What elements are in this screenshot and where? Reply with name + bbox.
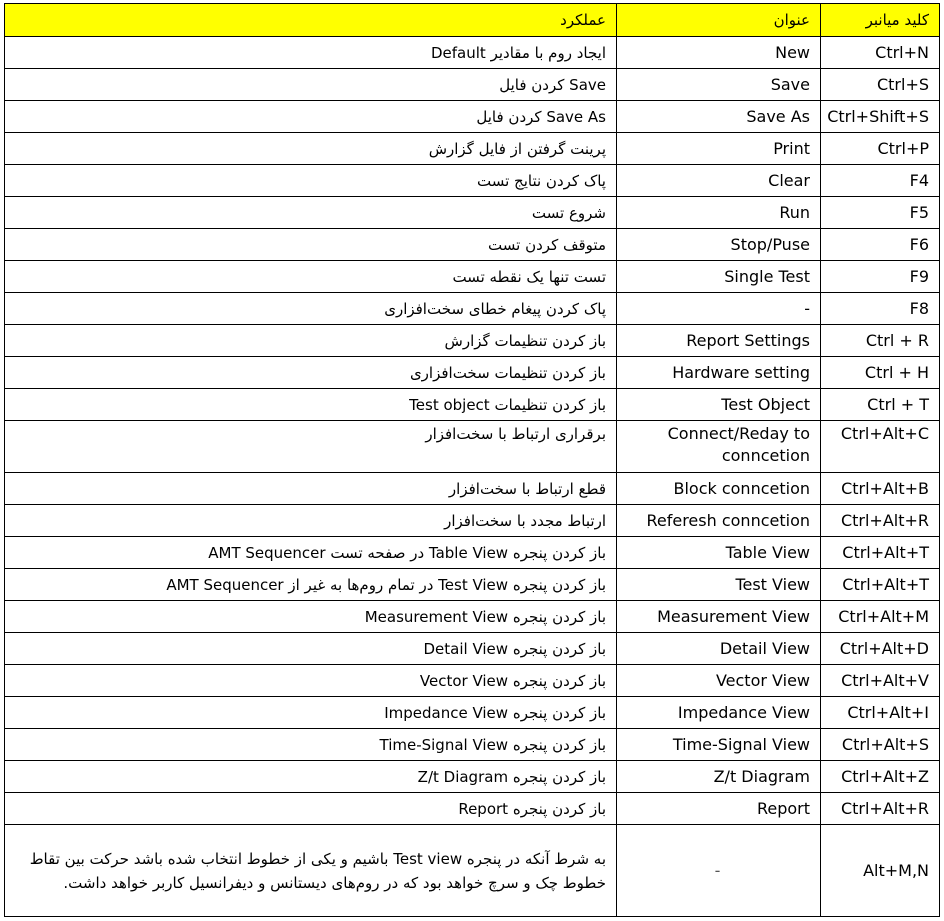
header-function: عملکرد [5, 4, 617, 37]
header-key: کلید میانبر [821, 4, 940, 37]
title-cell: New [617, 37, 821, 69]
shortcut-key-cell: Ctrl+Alt+R [821, 505, 940, 537]
table-row [5, 101, 940, 133]
shortcut-key-cell: F4 [821, 165, 940, 197]
shortcut-key-cell: Ctrl + H [821, 357, 940, 389]
function-cell: قطع ارتباط با سخت‌افزار [5, 473, 617, 505]
title-cell: Save [617, 69, 821, 101]
title-cell: Single Test [617, 261, 821, 293]
function-cell: به شرط آنکه در پنجره Test view باشیم و یکی از خطوط انتخاب شده باشد حرکت بین تقاط خطوط چک و سرچ خواهد بود که در روم‌های دیستانس و دیفرانسیل کاربر خواهد داشت. [5, 825, 617, 917]
function-cell: برقراری ارتباط با سخت‌افزار [5, 421, 617, 473]
table-row [5, 37, 940, 69]
table-row [5, 793, 940, 825]
function-cell: باز کردن پنجره Measurement View [5, 601, 617, 633]
function-cell: پاک کردن نتایج تست [5, 165, 617, 197]
shortcut-key-cell: Ctrl + T [821, 389, 940, 421]
title-cell: Referesh conncetion [617, 505, 821, 537]
title-cell: - [617, 293, 821, 325]
title-cell: Test View [617, 569, 821, 601]
title-cell: Clear [617, 165, 821, 197]
table-row [5, 197, 940, 229]
shortcut-key-cell: Ctrl+Alt+T [821, 537, 940, 569]
shortcut-key-cell: Ctrl+Alt+V [821, 665, 940, 697]
function-cell: ایجاد روم با مقادیر Default [5, 37, 617, 69]
shortcut-key-cell: Ctrl+Alt+R [821, 793, 940, 825]
title-cell: Z/t Diagram [617, 761, 821, 793]
table-row [5, 261, 940, 293]
table-row [5, 293, 940, 325]
function-cell: باز کردن پنجره Detail View [5, 633, 617, 665]
function-cell: Save As کردن فایل [5, 101, 617, 133]
title-cell: Report Settings [617, 325, 821, 357]
shortcut-key-cell: Ctrl+Alt+T [821, 569, 940, 601]
table-header-row [5, 4, 940, 37]
table-row [5, 665, 940, 697]
title-cell: Vector View [617, 665, 821, 697]
table-row [5, 505, 940, 537]
function-cell: باز کردن پنجره Test View در تمام روم‌ها به غیر از AMT Sequencer [5, 569, 617, 601]
header-title: عنوان [617, 4, 821, 37]
table-row [5, 69, 940, 101]
shortcut-key-cell: F8 [821, 293, 940, 325]
shortcut-key-cell: Ctrl+Alt+M [821, 601, 940, 633]
title-cell: Save As [617, 101, 821, 133]
shortcut-key-cell: Ctrl+Alt+C [821, 421, 940, 473]
function-cell: باز کردن پنجره Report [5, 793, 617, 825]
function-cell: باز کردن پنجره Z/t Diagram [5, 761, 617, 793]
title-cell: - [617, 825, 821, 917]
table-row [5, 165, 940, 197]
title-cell: Impedance View [617, 697, 821, 729]
title-cell: Measurement View [617, 601, 821, 633]
shortcut-key-cell: F5 [821, 197, 940, 229]
table-row [5, 601, 940, 633]
table-row [5, 389, 940, 421]
shortcut-key-cell: Ctrl+Alt+I [821, 697, 940, 729]
title-cell: Table View [617, 537, 821, 569]
shortcut-key-cell: Ctrl + R [821, 325, 940, 357]
function-cell: Save کردن فایل [5, 69, 617, 101]
function-cell: پاک کردن پیغام خطای سخت‌افزاری [5, 293, 617, 325]
table-row [5, 825, 940, 917]
shortcut-key-cell: Alt+M,N [821, 825, 940, 917]
shortcut-table [4, 3, 940, 917]
title-cell: Detail View [617, 633, 821, 665]
function-cell: تست تنها یک نقطه تست [5, 261, 617, 293]
function-cell: پرینت گرفتن از فایل گزارش [5, 133, 617, 165]
function-cell: ارتباط مجدد با سخت‌افزار [5, 505, 617, 537]
shortcut-key-cell: Ctrl+N [821, 37, 940, 69]
table-row [5, 729, 940, 761]
title-cell: Block conncetion [617, 473, 821, 505]
function-cell: باز کردن تنظیمات سخت‌افزاری [5, 357, 617, 389]
table-row [5, 421, 940, 473]
table-row [5, 633, 940, 665]
table-row [5, 761, 940, 793]
title-cell: Hardware setting [617, 357, 821, 389]
title-cell: Connect/Reday to conncetion [617, 421, 821, 473]
shortcut-key-cell: Ctrl+P [821, 133, 940, 165]
title-cell: Run [617, 197, 821, 229]
title-cell: Stop/Puse [617, 229, 821, 261]
shortcut-key-cell: Ctrl+Alt+Z [821, 761, 940, 793]
shortcut-key-cell: Ctrl+Alt+D [821, 633, 940, 665]
table-row [5, 229, 940, 261]
table-row [5, 569, 940, 601]
title-cell: Time-Signal View [617, 729, 821, 761]
table-row [5, 537, 940, 569]
title-cell: Test Object [617, 389, 821, 421]
function-cell: شروع تست [5, 197, 617, 229]
table-row [5, 473, 940, 505]
table-row [5, 357, 940, 389]
table-row [5, 325, 940, 357]
function-cell: باز کردن پنجره Vector View [5, 665, 617, 697]
function-cell: باز کردن پنجره Impedance View [5, 697, 617, 729]
title-cell: Report [617, 793, 821, 825]
shortcut-key-cell: F6 [821, 229, 940, 261]
function-cell: باز کردن پنجره Table View در صفحه تست AMT Sequencer [5, 537, 617, 569]
shortcut-key-cell: Ctrl+Alt+S [821, 729, 940, 761]
shortcut-key-cell: Ctrl+Shift+S [821, 101, 940, 133]
function-cell: باز کردن پنجره Time-Signal View [5, 729, 617, 761]
shortcut-key-cell: F9 [821, 261, 940, 293]
shortcut-key-cell: Ctrl+Alt+B [821, 473, 940, 505]
table-row [5, 133, 940, 165]
table-row [5, 697, 940, 729]
function-cell: باز کردن تنظیمات گزارش [5, 325, 617, 357]
function-cell: باز کردن تنظیمات Test object [5, 389, 617, 421]
shortcut-key-cell: Ctrl+S [821, 69, 940, 101]
function-cell: متوقف کردن تست [5, 229, 617, 261]
title-cell: Print [617, 133, 821, 165]
